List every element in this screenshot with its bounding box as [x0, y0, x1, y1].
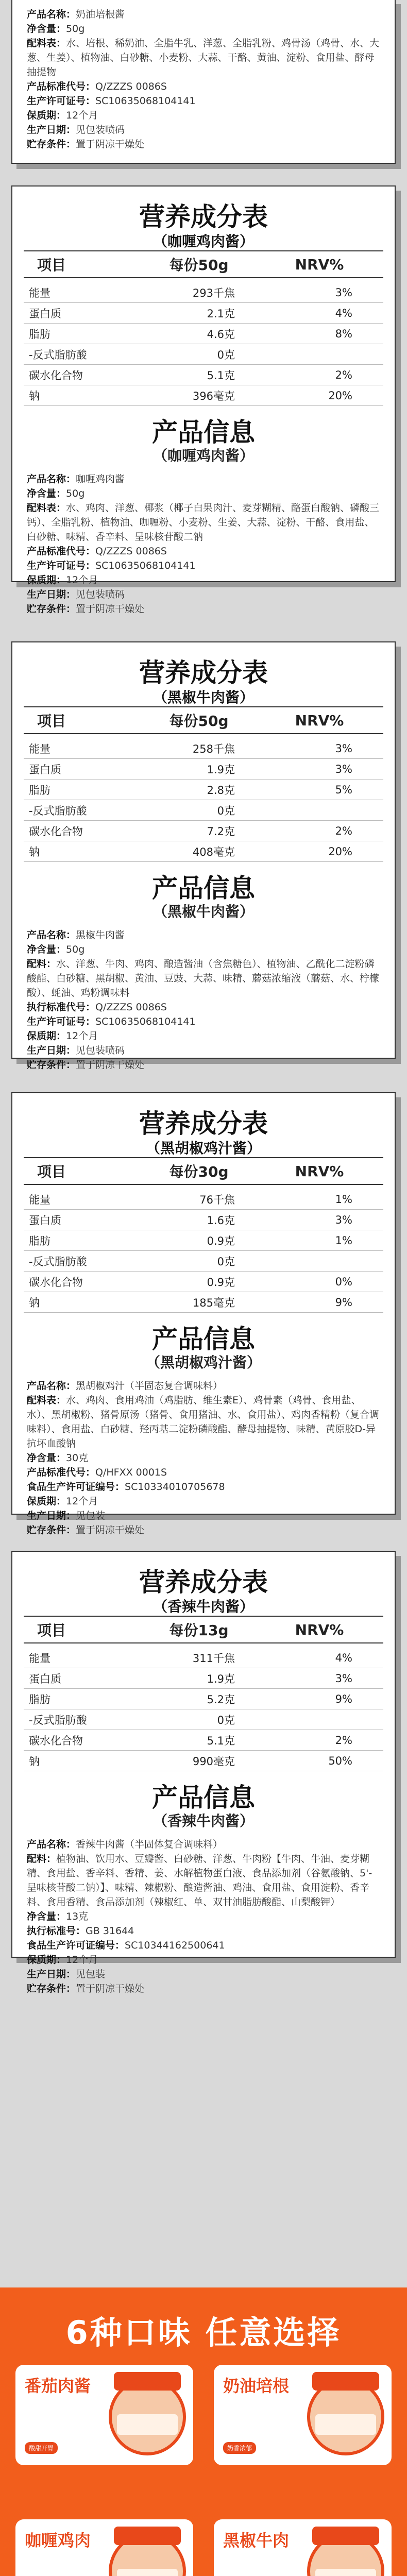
nutrient-nrv: 20% [328, 845, 352, 858]
info-value: 置于阴凉干燥处 [76, 1983, 145, 1994]
table-row [24, 1292, 383, 1313]
nutrient-value: 5.1克 [207, 1734, 235, 1747]
nutrition-rows [24, 1189, 383, 1313]
product-card [11, 1551, 396, 1994]
info-value: 12个月 [66, 1030, 98, 1042]
info-line [27, 1379, 380, 1393]
nutrient-name: 蛋白质 [29, 763, 61, 776]
nutrient-nrv: 3% [335, 762, 352, 775]
header-nrv: NRV% [295, 1162, 344, 1180]
info-line [27, 22, 380, 36]
info-key: 产品名称： [27, 929, 76, 941]
info-value: SC10344162500641 [125, 1940, 225, 1951]
table-row [24, 1189, 383, 1210]
table-row [24, 1709, 383, 1730]
info-value: 水、鸡肉、洋葱、椰浆（椰子白果肉汁、麦芽糊精、酪蛋白酸钠、磷酸三钙）、全脂乳粉、植物油、咖喱粉、小麦粉、生姜、大蒜、淀粉、干酪、食用盐、白砂糖、味精、香辛料、呈味核苷酸二钠 [27, 502, 380, 543]
banner-title: 6种口味 任意选择 [65, 2314, 342, 2351]
nutrient-nrv: 50% [328, 1754, 352, 1767]
product-info-subtitle: （黑椒牛肉酱） [152, 903, 254, 920]
info-value: 见包装喷码 [76, 1045, 125, 1056]
info-value: 见包装喷码 [76, 124, 125, 135]
header-nrv: NRV% [295, 256, 344, 273]
nutrition-rows [24, 282, 383, 406]
table-row [24, 841, 383, 862]
info-key: 净含量： [27, 488, 66, 499]
product-info-list [27, 7, 380, 151]
nutrient-name: 钠 [29, 1755, 40, 1768]
product-card [11, 185, 396, 615]
table-row [24, 344, 383, 365]
info-key: 生产许可证号： [27, 95, 96, 107]
info-value: 12个月 [66, 110, 98, 121]
info-key: 配料表： [27, 1395, 66, 1406]
info-key: 保质期： [27, 1496, 66, 1507]
info-key: 生产日期： [27, 589, 76, 600]
info-key: 产品标准代号： [27, 1467, 96, 1478]
info-value: 置于阴凉干燥处 [76, 139, 145, 150]
table-row [24, 779, 383, 800]
nutrient-name: 脂肪 [29, 1234, 50, 1247]
product-card [11, 641, 396, 1071]
nutrient-nrv: 3% [335, 1213, 352, 1226]
header-item: 项目 [37, 257, 66, 274]
info-line [27, 573, 380, 587]
header-per-serving: 每份50g [169, 713, 229, 730]
nutrition-table-subtitle: （黑胡椒鸡汁酱） [145, 1140, 261, 1157]
info-value: 见包装 [76, 1510, 106, 1521]
nutrient-name: 脂肪 [29, 784, 50, 796]
info-line [27, 1509, 380, 1523]
nutrition-table-header [24, 251, 383, 277]
info-line [27, 486, 380, 501]
nutrient-value: 258千焦 [192, 742, 235, 755]
info-value: 30克 [66, 1452, 89, 1464]
table-row [24, 738, 383, 759]
info-value: 黑椒牛肉酱 [76, 929, 125, 941]
product-card [11, 1092, 396, 1536]
info-line [27, 1909, 380, 1924]
info-key: 产品标准代号： [27, 81, 96, 92]
info-key: 贮存条件： [27, 1524, 76, 1536]
info-value: SC10334010705678 [125, 1481, 225, 1493]
nutrient-nrv: 4% [335, 1651, 352, 1664]
nutrient-value: 1.9克 [207, 763, 235, 776]
info-line [27, 1480, 380, 1494]
nutrient-value: 7.2克 [207, 825, 235, 838]
table-row [24, 365, 383, 385]
nutrient-value: 0克 [217, 1255, 235, 1268]
nutrient-value: 5.2克 [207, 1693, 235, 1706]
info-key: 执行标准号： [27, 1925, 86, 1937]
info-value: 水、培根、稀奶油、全脂牛乳、洋葱、全脂乳粉、鸡骨汤（鸡骨、水、大葱、生姜）、植物油、白砂糖、小麦粉、大蒜、干酪、黄油、淀粉、食用盐、酵母抽提物 [27, 38, 380, 78]
info-key: 贮存条件： [27, 1059, 76, 1071]
info-line [27, 1058, 380, 1072]
nutrient-value: 293千焦 [192, 286, 235, 299]
info-key: 生产日期： [27, 124, 76, 135]
nutrient-nrv: 0% [335, 1275, 352, 1288]
info-line [27, 1924, 380, 1938]
info-key: 净含量： [27, 1452, 66, 1464]
info-value: 见包装喷码 [76, 589, 125, 600]
nutrient-name: 能量 [29, 1193, 50, 1206]
info-value: SC10635068104141 [95, 95, 196, 107]
info-line [27, 942, 380, 957]
flavor-name: 番茄肉酱 [25, 2376, 91, 2396]
header-nrv: NRV% [295, 711, 344, 729]
info-line [27, 1967, 380, 1981]
table-row [24, 1668, 383, 1689]
nutrient-value: 408毫克 [192, 845, 235, 858]
info-value: 置于阴凉干燥处 [76, 1524, 145, 1536]
nutrition-table-subtitle: （黑椒牛肉酱） [152, 689, 254, 706]
table-row [24, 1751, 383, 1771]
info-key: 保质期： [27, 574, 66, 586]
jar-label-icon [117, 2414, 178, 2435]
nutrient-value: 0.9克 [207, 1234, 235, 1247]
info-key: 食品生产许可证编号： [27, 1940, 125, 1951]
info-key: 生产日期： [27, 1969, 76, 1980]
nutrient-name: -反式脂肪酸 [29, 1714, 87, 1726]
product-info-title: 产品信息 [152, 873, 255, 903]
table-row [24, 821, 383, 841]
table-row [24, 1730, 383, 1751]
info-key: 保质期： [27, 1954, 66, 1965]
nutrient-name: 能量 [29, 1652, 50, 1665]
table-row [24, 1648, 383, 1668]
info-key: 生产日期： [27, 1045, 76, 1056]
info-line [27, 1393, 380, 1451]
table-row [24, 800, 383, 821]
nutrient-value: 0克 [217, 804, 235, 817]
divider [24, 1642, 383, 1643]
info-value: Q/ZZZS 0086S [95, 81, 167, 92]
info-line [27, 123, 380, 137]
table-row [24, 759, 383, 779]
nutrient-value: 4.6克 [207, 328, 235, 341]
info-key: 产品名称： [27, 9, 76, 20]
info-key: 生产许可证号： [27, 560, 96, 571]
product-card-cream-bacon [11, 0, 396, 164]
info-line [27, 501, 380, 544]
info-value: Q/HFXX 0001S [95, 1467, 167, 1478]
info-key: 配料表： [27, 502, 66, 514]
nutrient-name: 钠 [29, 389, 40, 402]
flavor-tile [214, 2519, 392, 2576]
info-line [27, 957, 380, 1000]
header-item: 项目 [37, 1163, 66, 1180]
flavor-name: 黑椒牛肉 [223, 2531, 290, 2550]
table-row [24, 1689, 383, 1709]
flavor-tag: 酸甜开胃 [25, 2442, 58, 2454]
flavor-tag: 奶香浓郁 [223, 2442, 256, 2454]
info-line [27, 1953, 380, 1967]
nutrient-name: 能量 [29, 742, 50, 755]
nutrient-nrv: 2% [335, 1734, 352, 1747]
jar-label-icon [315, 2414, 376, 2435]
nutrition-rows [24, 738, 383, 862]
product-info-title: 产品信息 [152, 1324, 255, 1354]
nutrient-value: 2.1克 [207, 307, 235, 320]
flavor-tile [214, 2365, 392, 2465]
info-line [27, 1451, 380, 1465]
info-value: 50g [66, 23, 85, 35]
info-line [27, 1938, 380, 1953]
flavor-tile [15, 2365, 193, 2465]
nutrient-name: 钠 [29, 1296, 40, 1309]
info-value: 黑胡椒鸡汁（半固态复合调味料） [76, 1380, 223, 1392]
header-per-serving: 每份13g [169, 1622, 229, 1639]
info-key: 贮存条件： [27, 603, 76, 615]
nutrition-rows [24, 1648, 383, 1771]
nutrient-value: 1.9克 [207, 1672, 235, 1685]
info-key: 执行标准代号： [27, 1002, 96, 1013]
table-row [24, 303, 383, 324]
info-line [27, 36, 380, 79]
info-value: 奶油培根酱 [76, 9, 125, 20]
info-value: SC10635068104141 [95, 560, 196, 571]
info-line [27, 79, 380, 94]
info-value: 12个月 [66, 574, 98, 586]
info-value: 50g [66, 944, 85, 955]
info-line [27, 602, 380, 616]
info-key: 保质期： [27, 110, 66, 121]
info-line [27, 1523, 380, 1537]
jar-lid-icon [114, 2527, 181, 2545]
info-line [27, 7, 380, 22]
info-key: 配料： [27, 1853, 57, 1865]
info-value: 12个月 [66, 1954, 98, 1965]
table-row [24, 282, 383, 303]
info-line [27, 108, 380, 123]
info-line [27, 1465, 380, 1480]
nutrient-name: 脂肪 [29, 1693, 50, 1706]
flavor-tile [15, 2519, 193, 2576]
flavor-banner [0, 2287, 407, 2576]
info-value: 植物油、饮用水、豆瓣酱、白砂糖、洋葱、牛肉粉【牛肉、牛油、麦芽糊精、食用盐、香辛料、香精、姜、水解植物蛋白液、食品添加剂（谷氨酸钠、5'-呈味核苷酸二钠）】、味精、辣椒粉、酿造酱油、鸡油、食用盐、食用淀粉、香辛料、食用香精、食品添加剂（辣椒红、单、双甘油脂肪酸酯、山梨酸钾） [27, 1853, 372, 1908]
info-line [27, 1000, 380, 1014]
info-line [27, 1494, 380, 1509]
info-line [27, 472, 380, 486]
nutrient-nrv: 3% [335, 1672, 352, 1685]
info-value: 50g [66, 488, 85, 499]
nutrient-name: 蛋白质 [29, 307, 61, 320]
table-row [24, 1230, 383, 1251]
nutrient-nrv: 5% [335, 783, 352, 796]
divider [24, 733, 383, 734]
nutrient-name: 碳水化合物 [29, 369, 83, 382]
nutrient-name: 碳水化合物 [29, 825, 83, 838]
info-key: 产品名称： [27, 1380, 76, 1392]
product-info-subtitle: （香辣牛肉酱） [152, 1812, 254, 1829]
info-key: 配料表： [27, 38, 66, 49]
nutrient-value: 311千焦 [192, 1652, 235, 1665]
info-line [27, 1029, 380, 1043]
nutrient-value: 5.1克 [207, 369, 235, 382]
product-info-list [27, 472, 380, 616]
info-line [27, 1837, 380, 1852]
header-per-serving: 每份50g [169, 257, 229, 274]
nutrient-nrv: 4% [335, 307, 352, 319]
nutrition-table-subtitle: （咖喱鸡肉酱） [152, 233, 254, 250]
jar-label-icon [315, 2569, 376, 2576]
nutrient-value: 2.8克 [207, 784, 235, 796]
nutrition-table-subtitle: （香辣牛肉酱） [152, 1598, 254, 1615]
table-row [24, 1210, 383, 1230]
info-line [27, 928, 380, 942]
product-info-list [27, 1837, 380, 1996]
nutrition-table-title: 营养成分表 [139, 658, 268, 688]
info-key: 贮存条件： [27, 139, 76, 150]
nutrient-name: -反式脂肪酸 [29, 1255, 87, 1268]
nutrient-nrv: 2% [335, 824, 352, 837]
info-value: Q/ZZZS 0086S [95, 1002, 167, 1013]
info-line [27, 94, 380, 108]
info-key: 净含量： [27, 1911, 66, 1922]
jar-lid-icon [312, 2527, 379, 2545]
nutrient-name: 钠 [29, 845, 40, 858]
nutrient-value: 0.9克 [207, 1276, 235, 1289]
jar-lid-icon [312, 2372, 379, 2391]
table-row [24, 1272, 383, 1292]
nutrition-table-header [24, 1617, 383, 1642]
nutrient-nrv: 2% [335, 368, 352, 381]
nutrient-value: 76千焦 [199, 1193, 235, 1206]
info-value: 置于阴凉干燥处 [76, 1059, 145, 1071]
info-value: GB 31644 [86, 1925, 134, 1937]
nutrient-name: 蛋白质 [29, 1214, 61, 1227]
nutrient-name: 碳水化合物 [29, 1734, 83, 1747]
product-info-list [27, 1379, 380, 1537]
nutrient-nrv: 3% [335, 742, 352, 755]
nutrition-table-title: 营养成分表 [139, 1567, 268, 1597]
info-key: 净含量： [27, 944, 66, 955]
info-value: 水、洋葱、牛肉、鸡肉、酿造酱油（含焦糖色）、植物油、乙酰化二淀粉磷酸酯、白砂糖、黑胡椒、黄油、豆豉、大蒜、味精、蘑菇浓缩液（蘑菇、水、柠檬酸）、蚝油、鸡粉调味料 [27, 958, 380, 998]
info-key: 生产日期： [27, 1510, 76, 1521]
nutrient-value: 0克 [217, 1714, 235, 1726]
flavor-name: 奶油培根 [223, 2376, 290, 2396]
nutrient-nrv: 9% [335, 1296, 352, 1309]
info-key: 食品生产许可证编号： [27, 1481, 125, 1493]
info-line [27, 1852, 380, 1909]
nutrient-nrv: 9% [335, 1692, 352, 1705]
nutrient-nrv: 3% [335, 286, 352, 299]
header-item: 项目 [37, 1622, 66, 1639]
product-info-subtitle: （咖喱鸡肉酱） [152, 447, 254, 464]
nutrient-nrv: 8% [335, 327, 352, 340]
nutrient-nrv: 1% [335, 1193, 352, 1206]
info-value: 见包装 [76, 1969, 106, 1980]
divider [24, 1184, 383, 1185]
info-key: 保质期： [27, 1030, 66, 1042]
product-info-title: 产品信息 [152, 417, 255, 447]
info-key: 生产许可证号： [27, 1016, 96, 1027]
header-nrv: NRV% [295, 1621, 344, 1638]
nutrient-value: 1.6克 [207, 1214, 235, 1227]
info-line [27, 558, 380, 573]
nutrient-value: 185毫克 [192, 1296, 235, 1309]
jar-label-icon [117, 2569, 178, 2576]
info-key: 贮存条件： [27, 1983, 76, 1994]
info-value: Q/ZZZS 0086S [95, 546, 167, 557]
header-per-serving: 每份30g [169, 1163, 229, 1180]
info-value: 水、鸡肉、食用鸡油（鸡脂肪、维生素E）、鸡骨素（鸡骨、食用盐、水）、黑胡椒粉、猪骨原汤（猪骨、食用猪油、水、食用盐）、鸡肉香精粉（复合调味料）、食用盐、白砂糖、羟丙基二淀粉磷酸酯、酵母抽提物、味精、黄原胶D-异抗坏血酸钠 [27, 1395, 380, 1449]
info-line [27, 544, 380, 558]
nutrient-name: -反式脂肪酸 [29, 348, 87, 361]
table-row [24, 1251, 383, 1272]
nutrient-nrv: 20% [328, 389, 352, 402]
info-value: 香辣牛肉酱（半固体复合调味料） [76, 1839, 223, 1850]
nutrition-table-title: 营养成分表 [139, 1109, 268, 1139]
info-line [27, 1981, 380, 1996]
info-line [27, 137, 380, 151]
product-info-list [27, 928, 380, 1072]
product-info-subtitle: （黑胡椒鸡汁酱） [145, 1354, 261, 1371]
info-key: 产品标准代号： [27, 546, 96, 557]
info-key: 产品名称： [27, 473, 76, 485]
nutrition-table-title: 营养成分表 [139, 202, 268, 232]
nutrient-name: 碳水化合物 [29, 1276, 83, 1289]
nutrient-name: 蛋白质 [29, 1672, 61, 1685]
table-row [24, 324, 383, 344]
info-key: 净含量： [27, 23, 66, 35]
nutrient-name: 脂肪 [29, 328, 50, 341]
info-value: 咖喱鸡肉酱 [76, 473, 125, 485]
info-value: 13克 [66, 1911, 89, 1922]
info-key: 产品名称： [27, 1839, 76, 1850]
flavor-name: 咖喱鸡肉 [25, 2531, 91, 2550]
nutrient-value: 396毫克 [192, 389, 235, 402]
jar-lid-icon [114, 2372, 181, 2391]
nutrient-value: 990毫克 [192, 1755, 235, 1768]
info-value: 置于阴凉干燥处 [76, 603, 145, 615]
info-line [27, 1043, 380, 1058]
info-value: 12个月 [66, 1496, 98, 1507]
product-info-title: 产品信息 [152, 1783, 255, 1812]
nutrition-table-header [24, 707, 383, 733]
info-line [27, 1014, 380, 1029]
nutrient-value: 0克 [217, 348, 235, 361]
info-key: 配料： [27, 958, 57, 970]
nutrient-name: 能量 [29, 286, 50, 299]
info-line [27, 587, 380, 602]
divider [24, 277, 383, 278]
nutrient-name: -反式脂肪酸 [29, 804, 87, 817]
nutrition-table-header [24, 1158, 383, 1184]
header-item: 项目 [37, 713, 66, 730]
table-row [24, 385, 383, 406]
nutrient-nrv: 1% [335, 1234, 352, 1247]
info-value: SC10635068104141 [95, 1016, 196, 1027]
